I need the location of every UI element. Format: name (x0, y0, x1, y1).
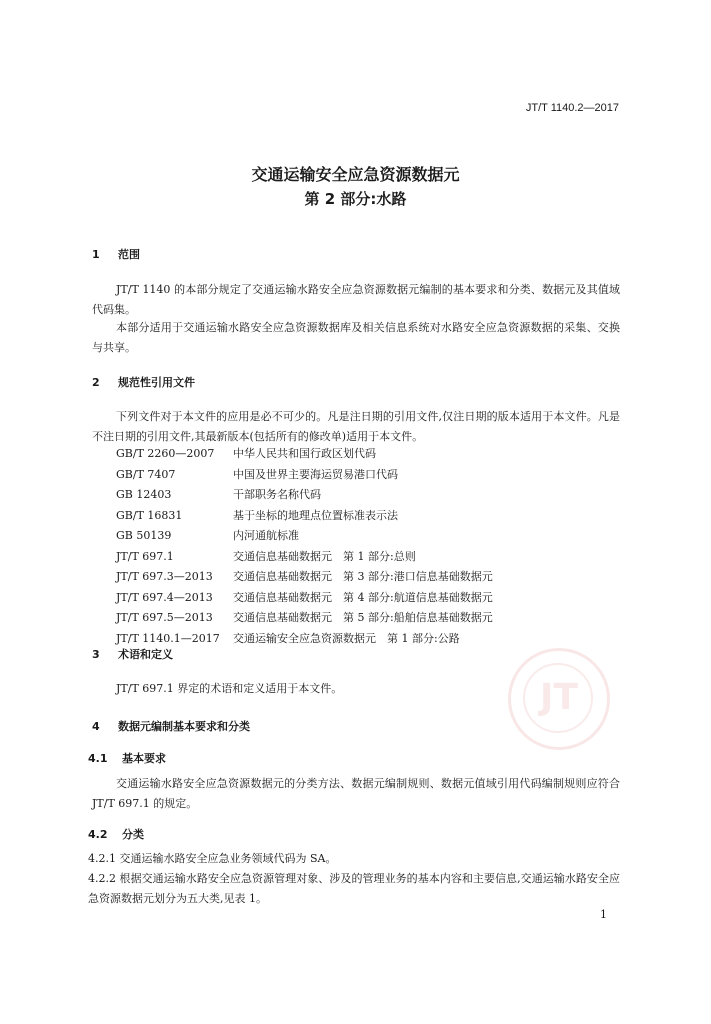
section-number: 4.2 (88, 828, 108, 841)
reference-item (116, 547, 493, 568)
document-title: 交通运输安全应急资源数据元 (251, 165, 460, 184)
reference-code: JT/T 697.4—2013 (116, 590, 213, 604)
reference-code: GB/T 2260—2007 (116, 447, 215, 460)
section-number: 1 (92, 248, 100, 261)
section-heading-data-element-requirements (92, 718, 250, 734)
reference-item (116, 608, 493, 629)
subsection-heading-classification (88, 826, 144, 842)
reference-code: JT/T 1140.1—2017 (116, 631, 220, 645)
section-heading-terms (92, 646, 173, 662)
reference-title: 基于坐标的地理点位置标准表示法 (233, 508, 398, 522)
reference-code: GB/T 7407 (116, 467, 176, 481)
section-title: 术语和定义 (118, 648, 173, 661)
reference-title: 中国及世界主要海运贸易港口代码 (233, 467, 398, 481)
section-title: 数据元编制基本要求和分类 (118, 720, 250, 733)
terms-paragraph: JT/T 697.1 界定的术语和定义适用于本文件。 (116, 682, 343, 695)
scope-paragraph-2: 本部分适用于交通运输水路安全应急资源数据库及相关信息系统对水路安全应急资源数据的采集、交换与共享。 (92, 321, 620, 354)
reference-item (116, 465, 493, 486)
section-heading-normative-references (92, 374, 195, 390)
standard-code-header: JT/T 1140.2—2017 (525, 102, 619, 114)
document-subtitle: 第 2 部分:水路 (304, 190, 407, 208)
section-title: 分类 (122, 828, 144, 841)
scope-paragraph-1: JT/T 1140 的本部分规定了交通运输水路安全应急资源数据元编制的基本要求和分类、数据元及其值域代码集。 (92, 283, 620, 316)
reference-title: 交通信息基础数据元 第 3 部分:港口信息基础数据元 (233, 570, 493, 583)
clause-4-2-1: 4.2.1 交通运输水路安全应急业务领域代码为 SA。 (88, 852, 337, 865)
reference-title: 中华人民共和国行政区划代码 (233, 447, 376, 460)
reference-title: 交通信息基础数据元 第 4 部分:航道信息基础数据元 (233, 590, 493, 604)
clause-4-2-2: 4.2.2 根据交通运输水路安全应急资源管理对象、涉及的管理业务的基本内容和主要信息,交通运输水路安全应急资源数据元划分为五大类,见表 1。 (88, 872, 620, 905)
section-number: 4.1 (88, 752, 108, 765)
reference-list (116, 444, 493, 649)
section-title: 范围 (118, 248, 140, 261)
reference-title: 内河通航标准 (233, 529, 299, 542)
section-number: 3 (92, 648, 100, 661)
section-title: 规范性引用文件 (118, 376, 195, 389)
reference-item (116, 567, 493, 588)
reference-code: JT/T 697.1 (116, 549, 174, 563)
stamp-text: JT (540, 677, 578, 718)
basic-requirements-paragraph: 交通运输水路安全应急资源数据元的分类方法、数据元编制规则、数据元值域引用代码编制规则应符合 JT/T 697.1 的规定。 (92, 777, 620, 810)
section-number: 2 (92, 376, 100, 389)
reference-code: GB 12403 (116, 488, 172, 501)
reference-title: 交通运输安全应急资源数据元 第 1 部分:公路 (233, 631, 460, 645)
reference-item (116, 506, 493, 527)
section-title: 基本要求 (122, 752, 166, 765)
jt-watermark-stamp (508, 648, 610, 750)
reference-code: GB 50139 (116, 529, 172, 542)
reference-item (116, 485, 493, 506)
reference-title: 干部职务名称代码 (233, 488, 321, 501)
reference-code: JT/T 697.3—2013 (116, 570, 213, 583)
reference-title: 交通信息基础数据元 第 1 部分:总则 (233, 549, 416, 563)
reference-item (116, 444, 493, 465)
reference-code: GB/T 16831 (116, 508, 183, 522)
reference-item (116, 526, 493, 547)
reference-code: JT/T 697.5—2013 (116, 611, 213, 624)
reference-item (116, 588, 493, 609)
reference-title: 交通信息基础数据元 第 5 部分:船舶信息基础数据元 (233, 611, 493, 624)
section-number: 4 (92, 720, 100, 733)
references-intro-paragraph: 下列文件对于本文件的应用是必不可少的。凡是注日期的引用文件,仅注日期的版本适用于本文件。凡是不注日期的引用文件,其最新版本(包括所有的修改单)适用于本文件。 (92, 410, 620, 443)
section-heading-scope (92, 246, 140, 262)
subsection-heading-basic-requirements (88, 750, 166, 766)
page-number: 1 (600, 908, 607, 921)
